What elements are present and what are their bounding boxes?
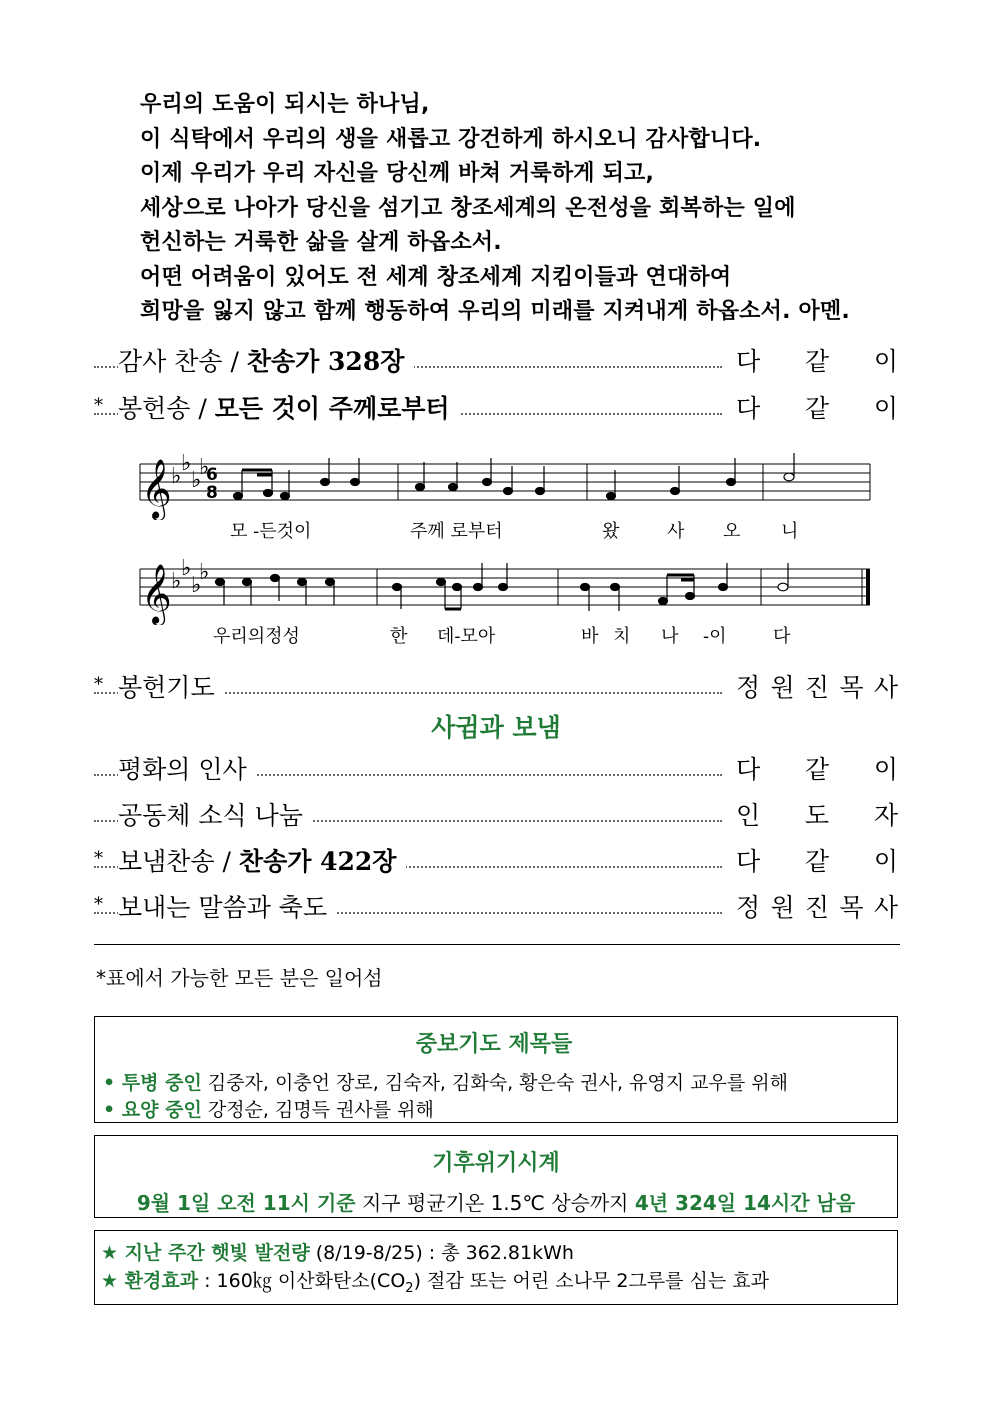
climate-clock-title: 기후위기시계 [432, 1151, 560, 1176]
leader-char: 목 [839, 893, 864, 922]
intercession-head: 투병 중인 [121, 1072, 202, 1094]
leader-char: 진 [804, 673, 830, 702]
hymn-lyric: 왔 [602, 521, 620, 542]
treble-clef-icon: 𝄞 [141, 564, 172, 624]
order-item-peace-greeting [94, 750, 898, 790]
order-label-bold: 찬송가 328장 [246, 347, 405, 376]
order-item-sending-hymn [94, 842, 898, 882]
order-leader [736, 668, 898, 708]
section-title: 사귐과 보냄 [431, 713, 561, 742]
intercession-text: 김중자, 이충언 장로, 김숙자, 김화숙, 황은숙 권사, 유영지 교우를 위해 [201, 1072, 788, 1094]
leader-char: 이 [873, 347, 898, 376]
svg-text:♭: ♭ [191, 468, 202, 493]
solar-power-box [94, 1230, 898, 1305]
svg-text:♭: ♭ [171, 569, 182, 594]
intercession-head: 요양 중인 [121, 1099, 202, 1121]
order-label: 감사 찬송 / [118, 347, 247, 376]
prayer-line: 희망을 잃지 않고 함께 행동하여 우리의 미래를 지켜내게 하옵소서. 아멘. [140, 299, 850, 324]
order-item-thanks-hymn [94, 342, 898, 382]
hymn-lyric: 치 [613, 626, 631, 647]
leader-char: 이 [873, 755, 898, 784]
divider [94, 944, 900, 945]
svg-text:♭: ♭ [191, 573, 202, 598]
order-item-benediction [94, 888, 898, 928]
order-label: 평화의 인사 [118, 755, 247, 784]
intercession-item: • 투병 중인 김중자, 이충언 장로, 김숙자, 김화숙, 황은숙 권사, 유영지 교우를 위해 [103, 1072, 788, 1094]
leader-char: 같 [804, 394, 830, 423]
leader-char: 같 [804, 755, 830, 784]
order-leader [736, 389, 898, 429]
hymn-lyric: 데-모아 [437, 626, 496, 647]
notes-line-1 [234, 453, 795, 500]
leader-char: 목 [839, 673, 864, 702]
order-leader [736, 796, 898, 836]
climate-clock-text: 9월 1일 오전 11시 기준 지구 평균기온 1.5℃ 상승까지 4년 324일 14시간 남음 [136, 1191, 856, 1215]
leader-char: 정 [736, 673, 761, 702]
climate-clock-box [94, 1135, 898, 1218]
hymn-lyric: 주께 로부터 [410, 521, 503, 542]
intercession-title: 중보기도 제목들 [415, 1032, 573, 1057]
order-leader [736, 842, 898, 882]
order-label: 봉헌송 / [118, 394, 215, 423]
order-item-community-news [94, 796, 898, 836]
standing-mark: * [94, 674, 103, 695]
time-signature-bottom: 8 [206, 483, 218, 503]
order-leader [736, 342, 898, 382]
leader-char: 이 [873, 847, 898, 876]
leader-char: 다 [736, 347, 761, 376]
hymn-lyric: 니 [781, 521, 799, 542]
order-leader [736, 888, 898, 928]
svg-text:♭: ♭ [181, 451, 192, 476]
leader-char: 사 [873, 673, 898, 702]
solar-line: ★ 환경효과 : 160㎏ 이산화탄소$(CO_2)$ 절감 또는 어린 소나무 2그루를 심는 효과 [101, 1270, 770, 1296]
hymn-lyric: 바 [581, 626, 599, 647]
hymn-lyric: 오 [723, 521, 741, 542]
treble-clef-icon: 𝄞 [141, 459, 172, 519]
order-label: 봉헌기도 [118, 673, 215, 702]
svg-text:♭: ♭ [181, 556, 192, 581]
hymn-lyric: 사 [667, 521, 685, 542]
leader-char: 진 [804, 893, 830, 922]
leader-char: 같 [804, 347, 830, 376]
order-label-bold: 모든 것이 주께로부터 [214, 394, 450, 423]
prayer-text [140, 88, 920, 330]
star-icon: ★ [101, 1270, 125, 1292]
order-item-offertory-song [94, 389, 898, 429]
key-signature-flats [171, 451, 209, 493]
order-label: 보냄찬송 / [118, 847, 239, 876]
prayer-line: 이제 우리가 우리 자신을 당신께 바쳐 거룩하게 되고, [140, 161, 655, 186]
leader-char: 같 [804, 847, 830, 876]
order-label: 공동체 소식 나눔 [118, 801, 303, 830]
intercession-text: 강정순, 김명득 권사를 위해 [201, 1099, 434, 1121]
prayer-line: 우리의 도움이 되시는 하나님, [140, 92, 430, 117]
hymn-lyric: -이 [703, 626, 727, 647]
standing-mark: * [94, 848, 103, 869]
leader-char: 다 [736, 847, 761, 876]
hymn-lyric: 한 [390, 626, 408, 647]
intercession-item: • 요양 중인 강정순, 김명득 권사를 위해 [103, 1099, 434, 1121]
leader-char: 정 [736, 893, 761, 922]
staff-line-2 [135, 555, 875, 625]
key-signature-flats [171, 556, 209, 598]
hymn-lyric: 모 -든것이 [230, 521, 312, 542]
leader-char: 도 [804, 801, 830, 830]
hymn-score-line-2 [135, 555, 875, 655]
standing-mark: * [94, 395, 103, 416]
hymn-score-line-1 [135, 450, 875, 550]
leader-char: 원 [770, 893, 795, 922]
prayer-line: 어떤 어려움이 있어도 전 세계 창조세계 지킴이들과 연대하여 [140, 264, 732, 290]
prayer-line: 세상으로 나아가 당신을 섬기고 창조세계의 온전성을 회복하는 일에 [140, 195, 796, 221]
staff-line-1 [135, 450, 875, 520]
prayer-line: 이 식탁에서 우리의 생을 새롭고 강건하게 하시오니 감사합니다. [140, 126, 762, 152]
svg-text:♭: ♭ [171, 464, 182, 489]
leader-char: 자 [873, 801, 898, 830]
svg-text:♭: ♭ [199, 455, 210, 480]
leader-char: 다 [736, 755, 761, 784]
star-icon: ★ [101, 1242, 125, 1264]
leader-char: 인 [736, 801, 761, 830]
svg-text:♭: ♭ [199, 560, 210, 585]
hymn-lyric: 다 [773, 626, 791, 647]
leader-char: 이 [873, 394, 898, 423]
order-label-bold: 찬송가 422장 [238, 847, 397, 876]
order-leader [736, 750, 898, 790]
hymn-lyric: 우리의정성 [213, 626, 300, 647]
leader-char: 원 [770, 673, 795, 702]
prayer-line: 헌신하는 거룩한 삶을 살게 하옵소서. [140, 230, 502, 255]
hymn-lyric: 나 [661, 626, 679, 647]
solar-line: ★ 지난 주간 햇빛 발전량 (8/19-8/25) : 총 362.81kWh [101, 1242, 574, 1264]
time-signature-top: 6 [206, 465, 218, 485]
order-label: 보내는 말씀과 축도 [118, 893, 328, 922]
standing-note: *표에서 가능한 모든 분은 일어섬 [96, 966, 383, 990]
intercession-box [94, 1016, 898, 1123]
leader-char: 다 [736, 394, 761, 423]
standing-mark: * [94, 894, 103, 915]
leader-char: 사 [873, 893, 898, 922]
order-item-offertory-prayer [94, 668, 898, 708]
